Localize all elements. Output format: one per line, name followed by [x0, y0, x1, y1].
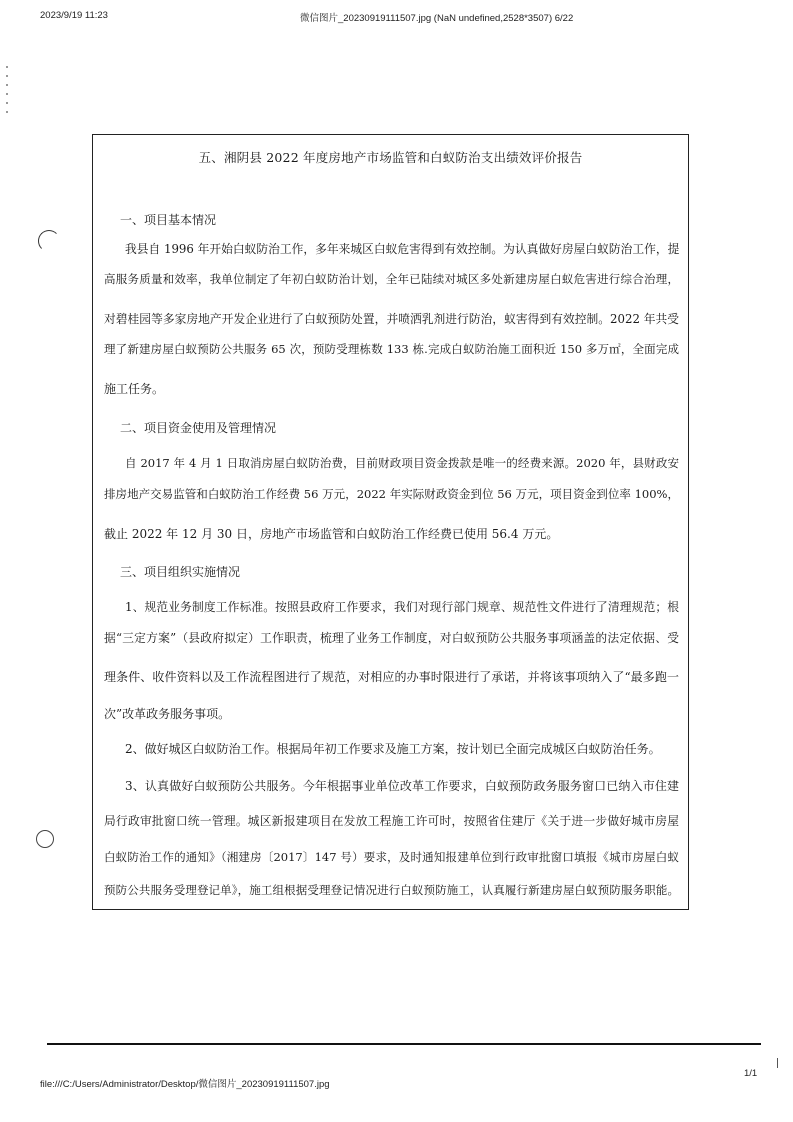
scan-edge-mark — [777, 1058, 778, 1068]
paragraph-line: 对碧桂园等多家房地产开发企业进行了白蚁预防处置，并喷洒乳剂进行防治，蚁害得到有效控制。2022 年共受 — [104, 312, 679, 326]
paragraph-line: 高服务质量和效率，我单位制定了年初白蚁防治计划，全年已陆续对城区多处新建房屋白蚁危害进行综合治理， — [104, 272, 679, 286]
page-bottom-rule — [47, 1043, 761, 1045]
paragraph-line: 3、认真做好白蚁预防公共服务。今年根据事业单位改革工作要求，白蚁预防政务服务窗口已纳入市住建 — [125, 779, 679, 793]
paragraph-line: 截止 2022 年 12 月 30 日，房地产市场监管和白蚁防治工作经费已使用 56.4 万元。 — [104, 527, 559, 541]
paragraph-line: 预防公共服务受理登记单》，施工组根据受理登记情况进行白蚁预防施工，认真履行新建房屋白蚁预防服务职能。 — [104, 883, 679, 897]
binding-hole-mark — [36, 830, 54, 848]
print-footer — [0, 1068, 793, 1092]
section-heading-2: 二、项目资金使用及管理情况 — [120, 421, 277, 435]
print-date: 2023/9/19 11:23 — [40, 10, 108, 21]
paragraph-line: 次”改革政务服务事项。 — [104, 707, 231, 721]
section-heading-1: 一、项目基本情况 — [120, 213, 217, 227]
paragraph-line: 理了新建房屋白蚁预防公共服务 65 次，预防受理栋数 133 栋.完成白蚁防治施工面积近 150 多万㎡，全面完成 — [104, 342, 679, 356]
page-number: 1/1 — [744, 1068, 758, 1079]
paragraph-line: 排房地产交易监管和白蚁防治工作经费 56 万元，2022 年实际财政资金到位 56 万元，项目资金到位率 100%， — [104, 487, 679, 501]
paragraph-line: 1、规范业务制度工作标准。按照县政府工作要求，我们对现行部门规章、规范性文件进行了清理规范；根 — [125, 600, 679, 614]
paragraph-line: 我县自 1996 年开始白蚁防治工作，多年来城区白蚁危害得到有效控制。为认真做好房屋白蚁防治工作，提 — [125, 242, 680, 256]
paragraph-line: 自 2017 年 4 月 1 日取消房屋白蚁防治费，目前财政项目资金拨款是唯一的经费来源。2020 年，县财政安 — [125, 456, 679, 470]
print-header — [0, 10, 793, 26]
file-path: file:///C:/Users/Administrator/Desktop/微信图片_20230919111507.jpg — [40, 1079, 330, 1090]
paragraph-line: 2、做好城区白蚁防治工作。根据局年初工作要求及施工方案，按计划已全面完成城区白蚁防治任务。 — [125, 742, 661, 756]
section-heading-3: 三、项目组织实施情况 — [120, 565, 241, 579]
paragraph-line: 据“三定方案”（县政府拟定）工作职责，梳理了业务工作制度，对白蚁预防公共服务事项涵盖的法定依据、受 — [104, 631, 679, 645]
paragraph-line: 施工任务。 — [104, 382, 165, 396]
punch-hole-mark — [38, 230, 60, 252]
scan-margin-ticks — [6, 66, 10, 120]
document-title: 五、湘阴县 2022 年度房地产市场监管和白蚁防治支出绩效评价报告 — [198, 150, 583, 165]
paragraph-line: 局行政审批窗口统一管理。城区新报建项目在发放工程施工许可时，按照省住建厅《关于进一步做好城市房屋 — [104, 814, 679, 828]
paragraph-line: 理条件、收件资料以及工作流程图进行了规范，对相应的办事时限进行了承诺，并将该事项纳入了“最多跑一 — [104, 670, 679, 684]
print-filename: 微信图片_20230919111507.jpg (NaN undefined,2528*3507) 6/22 — [300, 13, 574, 24]
paragraph-line: 白蚁防治工作的通知》（湘建房〔2017〕147 号）要求，及时通知报建单位到行政审批窗口填报《城市房屋白蚁 — [104, 850, 679, 864]
